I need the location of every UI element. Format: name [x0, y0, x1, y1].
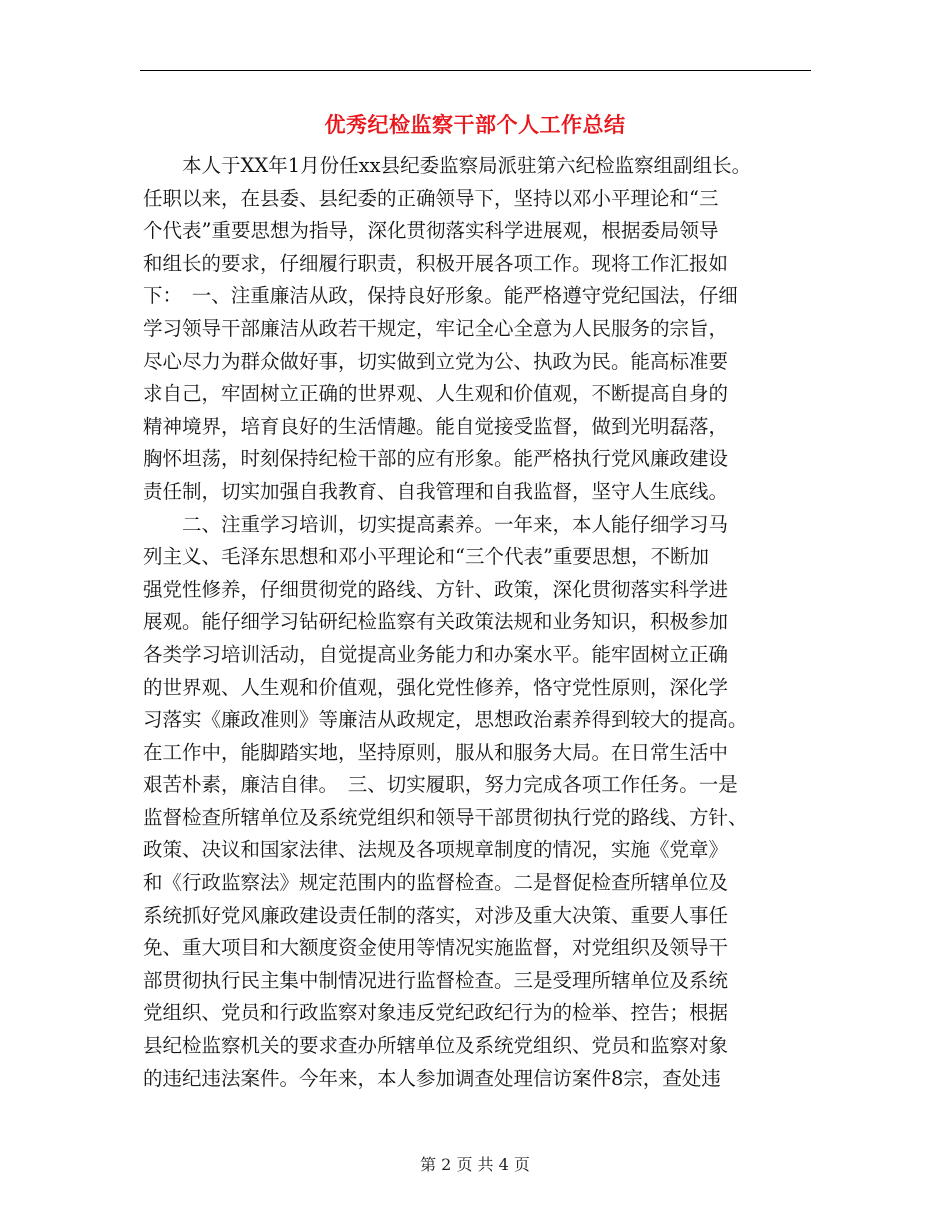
body-line: 胸怀坦荡，时刻保持纪检干部的应有形象。能严格执行党风廉政建设	[143, 447, 729, 471]
body-line: 二、注重学习培训，切实提高素养。一年来，本人能仔细学习马	[143, 512, 729, 536]
body-line: 和《行政监察法》规定范围内的监督检查。二是督促检查所辖单位及	[143, 871, 729, 895]
body-line: 监督检查所辖单位及系统党组织和领导干部贯彻执行党的路线、方针、	[143, 805, 748, 829]
body-line: 系统抓好党风廉政建设责任制的落实，对涉及重大决策、重要人事任	[143, 903, 729, 927]
body-line: 县纪检监察机关的要求查办所辖单位及系统党组织、党员和监察对象	[143, 1034, 729, 1058]
body-line: 党组织、党员和行政监察对象违反党纪政纪行为的检举、控告；根据	[143, 1001, 729, 1025]
body-line: 学习领导干部廉洁从政若干规定，牢记全心全意为人民服务的宗旨，	[143, 316, 729, 340]
body-line: 各类学习培训活动，自觉提高业务能力和办案水平。能牢固树立正确	[143, 642, 729, 666]
body-line: 精神境界，培育良好的生活情趣。能自觉接受监督，做到光明磊落，	[143, 414, 729, 438]
body-line: 列主义、毛泽东思想和邓小平理论和“三个代表”重要思想，不断加	[143, 545, 709, 569]
body-line: 个代表”重要思想为指导，深化贯彻落实科学进展观，根据委局领导	[143, 219, 719, 243]
body-line: 部贯彻执行民主集中制情况进行监督检查。三是受理所辖单位及系统	[143, 968, 729, 992]
page-number: 第 2 页 共 4 页	[420, 1155, 530, 1174]
body-line: 求自己，牢固树立正确的世界观、人生观和价值观，不断提高自身的	[143, 382, 729, 406]
document-body	[143, 150, 863, 1095]
body-line: 艰苦朴素，廉洁自律。 三、切实履职，努力完成各项工作任务。一是	[143, 773, 738, 797]
body-line: 责任制，切实加强自我教育、自我管理和自我监督，坚守人生底线。	[143, 479, 729, 503]
body-line: 尽心尽力为群众做好事，切实做到立党为公、执政为民。能高标准要	[143, 349, 729, 373]
body-line: 政策、决议和国家法律、法规及各项规章制度的情况，实施《党章》	[143, 838, 729, 862]
body-line: 和组长的要求，仔细履行职责，积极开展各项工作。现将工作汇报如	[143, 251, 729, 275]
body-line: 强党性修养，仔细贯彻党的路线、方针、政策，深化贯彻落实科学进	[143, 577, 729, 601]
body-line: 习落实《廉政准则》等廉洁从政规定，思想政治素养得到较大的提高。	[143, 708, 748, 732]
body-line: 的世界观、人生观和价值观，强化党性修养，恪守党性原则，深化学	[143, 675, 729, 699]
body-line: 在工作中，能脚踏实地，坚持原则，服从和服务大局。在日常生活中	[143, 740, 729, 764]
body-line: 下： 一、注重廉洁从政，保持良好形象。能严格遵守党纪国法，仔细	[143, 284, 738, 308]
body-line: 免、重大项目和大额度资金使用等情况实施监督，对党组织及领导干	[143, 936, 729, 960]
body-line: 的违纪违法案件。今年来，本人参加调查处理信访案件8宗，查处违	[143, 1066, 721, 1090]
document-title: 优秀纪检监察干部个人工作总结	[324, 113, 626, 137]
body-line: 本人于XX年1月份任xx县纪委监察局派驻第六纪检监察组副组长。	[143, 154, 752, 177]
body-line: 任职以来，在县委、县纪委的正确领导下，坚持以邓小平理论和“三	[143, 186, 719, 210]
header-rule	[140, 70, 811, 71]
body-line: 展观。能仔细学习钻研纪检监察有关政策法规和业务知识，积极参加	[143, 610, 729, 634]
